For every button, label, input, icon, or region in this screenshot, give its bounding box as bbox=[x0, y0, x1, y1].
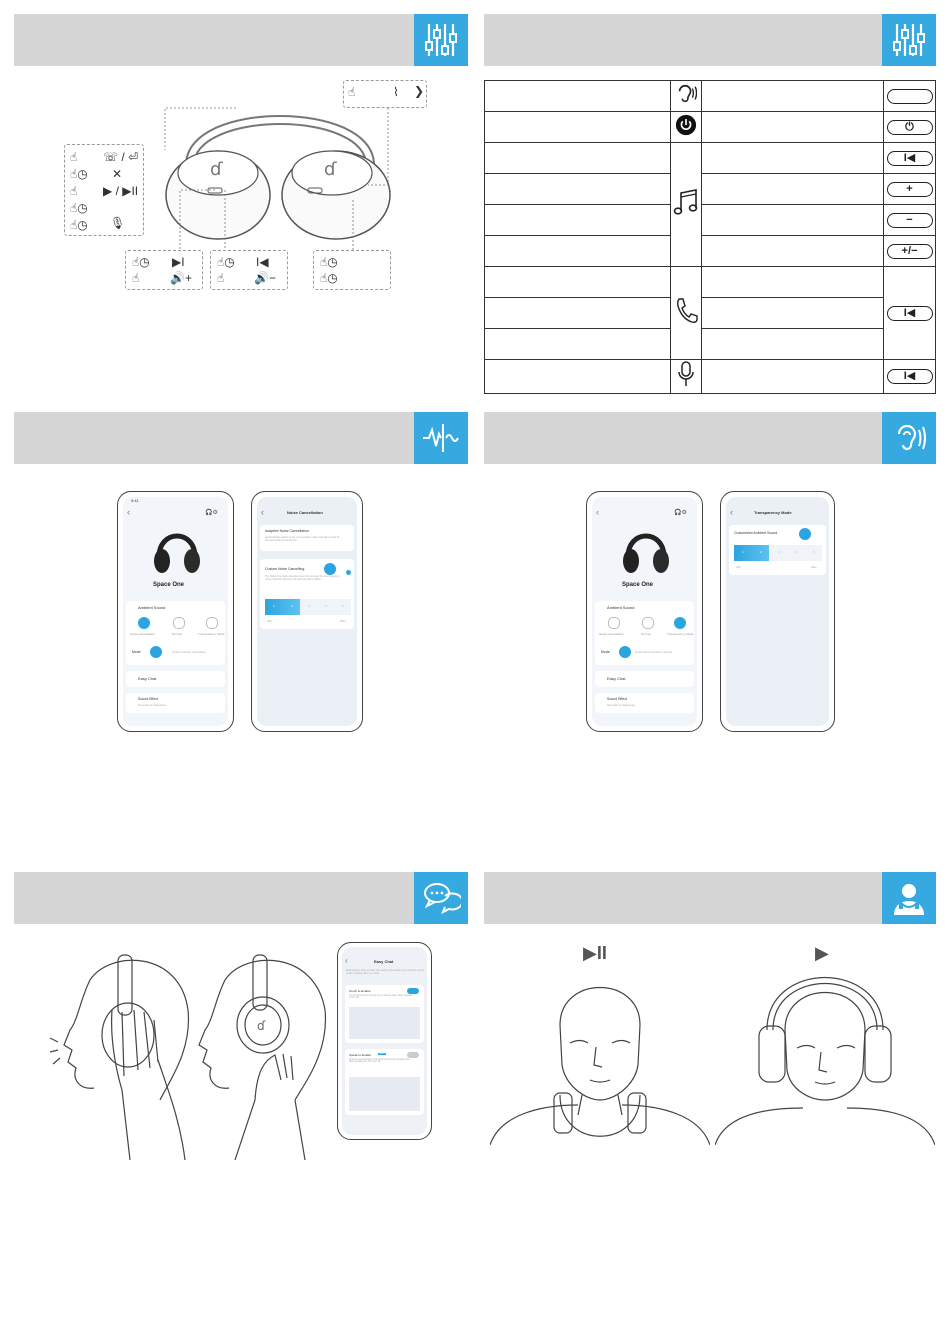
min-label: Min bbox=[267, 619, 272, 623]
phone-icon bbox=[674, 296, 698, 326]
button-short-press bbox=[887, 89, 933, 104]
ear-icon bbox=[675, 83, 697, 105]
transparency-mode-button[interactable] bbox=[674, 617, 686, 629]
back-icon[interactable]: ‹ bbox=[596, 507, 599, 517]
header-easy-chat bbox=[14, 872, 468, 924]
level-3: 3 bbox=[778, 550, 780, 554]
wear-on-illustration bbox=[715, 960, 935, 1145]
sound-effect-row[interactable] bbox=[595, 693, 694, 713]
header-noise-cancellation bbox=[14, 412, 468, 464]
tap-hold-icon: ☝◷ bbox=[217, 255, 235, 269]
tap-hold-icon: ☝◷ bbox=[320, 255, 338, 269]
mode-option-nc: Noise Cancellation bbox=[599, 632, 625, 636]
phone-tr-home bbox=[586, 491, 703, 732]
equalizer-icon bbox=[414, 14, 468, 66]
play-pause-icon: ▶ / ▶II bbox=[103, 184, 139, 198]
easy-chat-label: Easy Chat bbox=[607, 676, 626, 681]
header-controls-left bbox=[14, 14, 468, 66]
volume-up-icon: 🔊+ bbox=[170, 271, 192, 285]
touch-enable-card[interactable] bbox=[345, 985, 424, 1043]
easy-chat-intro: Enable Easy Chat to lower the music and activate your ambient sound mode instantly when you chat. bbox=[346, 969, 424, 975]
waveform-icon bbox=[414, 412, 468, 464]
next-track-icon: ▶I bbox=[172, 255, 185, 269]
back-icon[interactable]: ‹ bbox=[127, 507, 130, 517]
back-icon[interactable]: ‹ bbox=[261, 507, 264, 517]
tap-icon: ☝ bbox=[348, 85, 356, 99]
svg-text:ɗ: ɗ bbox=[324, 159, 337, 180]
adaptive-desc: Automatically adjusts to the most suitable noise cancelling mode for the surrounding environment. bbox=[265, 536, 340, 542]
radio-checked-icon[interactable] bbox=[346, 570, 351, 575]
easy-chat-title: Easy Chat bbox=[374, 959, 394, 964]
ambient-card bbox=[595, 601, 694, 665]
normal-mode-button[interactable] bbox=[173, 617, 185, 629]
level-slider-fill bbox=[734, 545, 769, 561]
tap-hold-icon: ☝◷ bbox=[70, 167, 88, 181]
phone-easy-chat bbox=[337, 942, 432, 1140]
phone-nc-detail bbox=[251, 491, 363, 732]
previous-button: I◀ bbox=[887, 151, 933, 166]
mic-mute-icon: 🎙 bbox=[110, 216, 126, 230]
easy-chat-release-illustration bbox=[195, 950, 335, 1160]
detail-title: Noise Cancellation bbox=[287, 510, 323, 515]
headphone-settings-icon[interactable]: 🎧⚙ bbox=[205, 510, 218, 516]
controls-table bbox=[484, 80, 936, 394]
phone-nc-home bbox=[117, 491, 234, 732]
chat-bubbles-icon bbox=[414, 872, 468, 924]
custom-title: Custom Noise Cancelling bbox=[265, 567, 305, 571]
selected-dot bbox=[799, 528, 811, 540]
swipe-icon: ⌇ bbox=[393, 85, 399, 99]
mode-option-normal: Normal bbox=[172, 632, 182, 636]
mode-dot bbox=[150, 646, 162, 658]
level-5: 5 bbox=[342, 604, 344, 608]
mode-label: Mode bbox=[601, 650, 610, 654]
selected-dot bbox=[324, 563, 336, 575]
equalizer-icon bbox=[882, 14, 936, 66]
ambient-sound-label: Ambient Sound bbox=[138, 605, 166, 610]
speak-enable-title: Speak to Enable bbox=[349, 1053, 372, 1057]
previous-track-icon: I◀ bbox=[256, 255, 269, 269]
level-2: 2 bbox=[291, 604, 293, 608]
touch-enable-desc: Touch and hold the left ear cup to activate Easy Chat. Release to turn off. bbox=[349, 995, 413, 999]
sound-effect-label: Sound Effect bbox=[138, 697, 158, 701]
call-button: I◀ bbox=[887, 306, 933, 321]
mode-option-transparency: Transparency Mode bbox=[198, 632, 225, 636]
tap-hold-icon: ☝◷ bbox=[132, 255, 150, 269]
tap-icon: ☝ bbox=[217, 271, 225, 285]
speak-illustration bbox=[349, 1077, 420, 1111]
beta-badge: BETA bbox=[379, 1053, 385, 1055]
mode-value[interactable]: Customized Ambient Sound bbox=[635, 650, 673, 654]
level-2: 2 bbox=[760, 550, 762, 554]
phone-tr-detail bbox=[720, 491, 835, 732]
tap-icon: ☝ bbox=[132, 271, 140, 285]
music-note-icon bbox=[672, 187, 700, 217]
mode-value[interactable]: Custom Noise Cancelling bbox=[172, 650, 206, 654]
play-pause-icon: ▶II bbox=[583, 943, 607, 963]
tap-icon: ☝ bbox=[70, 184, 78, 198]
call-answer-icon: ☏ / ⏎ bbox=[103, 150, 139, 164]
mode-option-transparency: Transparency Mode bbox=[667, 632, 694, 636]
status-time: 9:41 bbox=[131, 498, 139, 503]
mode-option-normal: Normal bbox=[641, 632, 651, 636]
microphone-icon bbox=[677, 360, 695, 388]
header-transparency bbox=[484, 412, 936, 464]
user-headphones-icon bbox=[882, 872, 936, 924]
easy-chat-touch-illustration bbox=[50, 950, 200, 1160]
level-4: 4 bbox=[795, 550, 797, 554]
touch-illustration bbox=[349, 1007, 420, 1039]
max-label: Max bbox=[811, 565, 817, 569]
level-3: 3 bbox=[308, 604, 310, 608]
min-label: Min bbox=[736, 565, 741, 569]
speak-enable-card[interactable] bbox=[345, 1049, 424, 1115]
level-1: 1 bbox=[742, 550, 744, 554]
easy-chat-label: Easy Chat bbox=[138, 676, 157, 681]
level-5: 5 bbox=[813, 550, 815, 554]
back-icon[interactable]: ‹ bbox=[730, 507, 733, 517]
level-slider-fill bbox=[265, 599, 300, 615]
tap-icon: ☝ bbox=[70, 150, 78, 164]
volume-both-button: +/− bbox=[887, 244, 933, 259]
ear-icon bbox=[882, 412, 936, 464]
tap-hold-icon: ☝◷ bbox=[70, 218, 88, 232]
adaptive-nc-card[interactable] bbox=[260, 525, 354, 551]
touch-enable-title: Touch to Enable bbox=[349, 989, 371, 993]
mode-label: Mode bbox=[132, 650, 141, 654]
power-button: ⏻ bbox=[887, 120, 933, 135]
sound-effect-sub: Soundcore Signature bbox=[607, 703, 636, 707]
mic-button: I◀ bbox=[887, 369, 933, 384]
easy-chat-row[interactable] bbox=[595, 671, 694, 687]
adaptive-title: Adaptive Noise Cancellation bbox=[265, 529, 309, 533]
wear-off-illustration bbox=[490, 975, 710, 1145]
touch-enable-toggle[interactable] bbox=[407, 988, 419, 994]
sound-effect-row[interactable] bbox=[126, 693, 225, 713]
power-icon bbox=[675, 114, 697, 136]
speak-enable-toggle[interactable] bbox=[407, 1052, 419, 1058]
transparency-mode-button[interactable] bbox=[206, 617, 218, 629]
ambient-card bbox=[126, 601, 225, 665]
device-image bbox=[618, 523, 674, 579]
volume-up-button: + bbox=[887, 182, 933, 197]
chevron-right-icon: ❯ bbox=[414, 84, 425, 98]
header-controls-right bbox=[484, 14, 936, 66]
custom-ambient-card[interactable] bbox=[729, 525, 826, 575]
mode-dot bbox=[619, 646, 631, 658]
normal-mode-button[interactable] bbox=[642, 617, 654, 629]
max-label: Max bbox=[340, 619, 346, 623]
headphone-settings-icon[interactable]: 🎧⚙ bbox=[674, 510, 687, 516]
detail-title: Transparency Mode bbox=[754, 510, 792, 515]
volume-down-icon: 🔊− bbox=[254, 271, 276, 285]
nc-mode-button[interactable] bbox=[608, 617, 620, 629]
svg-text:ɗ: ɗ bbox=[257, 1019, 266, 1033]
sound-effect-sub: Soundcore Signature bbox=[138, 703, 167, 707]
mode-option-nc: Noise Cancellation bbox=[130, 632, 156, 636]
easy-chat-row[interactable] bbox=[126, 671, 225, 687]
play-icon: ▶ bbox=[815, 943, 829, 963]
back-icon[interactable]: ‹ bbox=[345, 956, 348, 965]
tap-hold-icon: ☝◷ bbox=[70, 201, 88, 215]
header-wear-detection bbox=[484, 872, 936, 924]
device-name: Space One bbox=[622, 582, 654, 588]
tap-hold-icon: ☝◷ bbox=[320, 271, 338, 285]
sound-effect-label: Sound Effect bbox=[607, 697, 627, 701]
level-4: 4 bbox=[325, 604, 327, 608]
nc-mode-button[interactable] bbox=[138, 617, 150, 629]
level-1: 1 bbox=[273, 604, 275, 608]
svg-text:ɗ: ɗ bbox=[210, 159, 223, 180]
call-decline-icon: ✕ bbox=[112, 167, 123, 181]
device-image bbox=[149, 523, 205, 579]
device-name: Space One bbox=[153, 582, 185, 588]
custom-nc-card[interactable] bbox=[260, 559, 354, 629]
custom-desc: The higher the noise reduction level, the stronger the low frequency noise reduction effect (ie car passes) will be higher. bbox=[265, 575, 340, 581]
custom-title: Customized Ambient Sound bbox=[734, 531, 778, 535]
volume-down-button: − bbox=[887, 213, 933, 228]
speak-enable-desc: Speak to activate Easy Chat while wearing the headphones. Stop speaking for 3s to turn off. bbox=[349, 1059, 411, 1063]
ambient-sound-label: Ambient Sound bbox=[607, 605, 635, 610]
